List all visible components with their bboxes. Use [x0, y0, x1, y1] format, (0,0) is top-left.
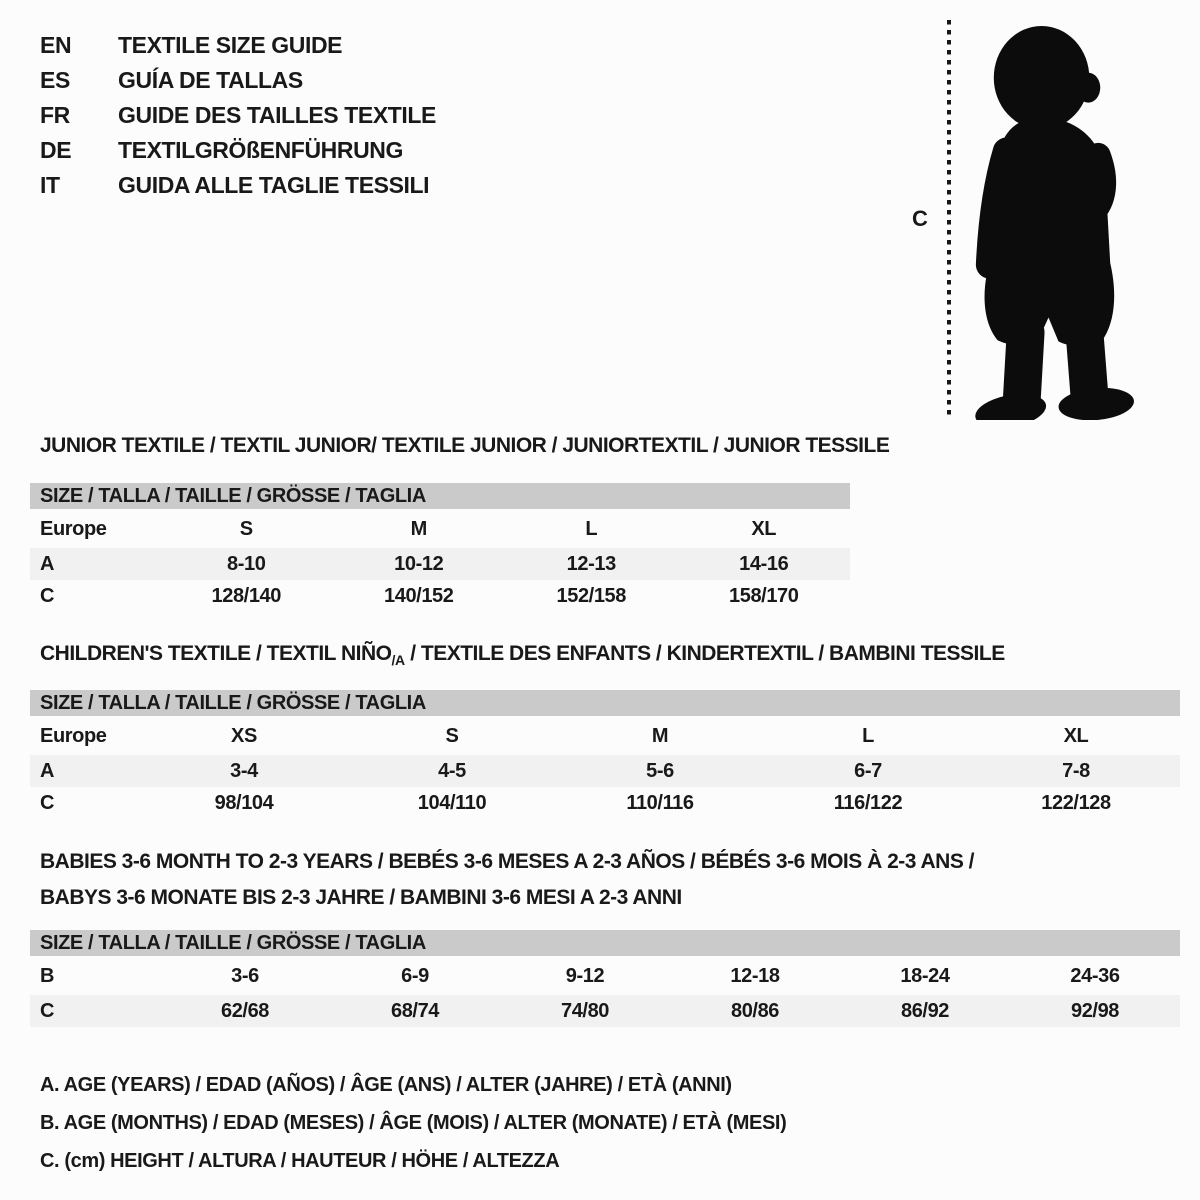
junior-size-table: [30, 483, 850, 612]
size-cell: M: [651, 725, 669, 747]
value-cell: 10-12: [394, 552, 444, 575]
row-label: Europe: [40, 725, 107, 747]
size-header-bar: SIZE / TALLA / TAILLE / GRÖSSE / TAGLIA: [30, 930, 1180, 956]
size-cell: L: [585, 518, 598, 540]
guide-title: TEXTILE SIZE GUIDE: [118, 32, 343, 58]
height-measure-dashed-line: [946, 20, 952, 418]
language-row-es: [40, 63, 436, 98]
size-cell: XL: [751, 518, 777, 540]
value-cell: 68/74: [390, 999, 440, 1022]
value-cell: 7-8: [1062, 759, 1090, 782]
children-section-title: [40, 642, 1005, 668]
legend-line-c: C. (cm) HEIGHT / ALTURA / HAUTEUR / HÖHE / ALTEZZA: [40, 1149, 560, 1172]
size-cell: XS: [231, 725, 257, 747]
row-label: C: [40, 584, 55, 607]
value-cell: 18-24: [900, 965, 950, 987]
babies-section-title-line1: BABIES 3-6 MONTH TO 2-3 YEARS / BEBÉS 3-6 MESES A 2-3 AÑOS / BÉBÉS 3-6 MOIS À 2-3 ANS /: [40, 850, 975, 873]
height-measure-label: C: [912, 206, 928, 231]
language-code: ES: [40, 67, 70, 93]
table-row-age: [30, 755, 1180, 787]
language-code: EN: [40, 32, 72, 58]
value-cell: 8-10: [227, 552, 266, 575]
value-cell: 6-9: [401, 965, 429, 987]
value-cell: 3-6: [231, 965, 259, 987]
value-cell: 74/80: [560, 999, 610, 1022]
guide-title: TEXTILGRÖßENFÜHRUNG: [118, 137, 403, 163]
value-cell: 86/92: [900, 999, 950, 1022]
junior-section-title: JUNIOR TEXTILE / TEXTIL JUNIOR/ TEXTILE JUNIOR / JUNIORTEXTIL / JUNIOR TESSILE: [40, 434, 890, 457]
table-row-europe: [30, 718, 1180, 755]
value-cell: 9-12: [565, 965, 605, 987]
value-cell: 116/122: [833, 791, 903, 814]
language-row-en: [40, 28, 436, 63]
language-code: IT: [40, 172, 60, 198]
value-cell: 152/158: [556, 584, 626, 607]
language-row-it: [40, 168, 436, 203]
value-cell: 92/98: [1070, 999, 1120, 1022]
language-code: DE: [40, 137, 72, 163]
guide-title: GUÍA DE TALLAS: [118, 67, 303, 93]
value-cell: 6-7: [854, 759, 882, 782]
value-cell: 14-16: [739, 552, 789, 575]
value-cell: 122/128: [1041, 791, 1111, 814]
children-size-table: [30, 690, 1180, 819]
table-row-europe: [30, 511, 850, 548]
value-cell: 110/116: [626, 791, 694, 814]
value-cell: 12-18: [730, 965, 780, 987]
size-cell: M: [410, 518, 427, 540]
size-cell: S: [239, 518, 253, 540]
legend-line-a: A. AGE (YEARS) / EDAD (AÑOS) / ÂGE (ANS) / ALTER (JAHRE) / ETÀ (ANNI): [40, 1073, 732, 1096]
guide-title: GUIDE DES TAILLES TEXTILE: [118, 102, 436, 128]
title-text: CHILDREN'S TEXTILE / TEXTIL NIÑO: [40, 642, 392, 665]
language-code: FR: [40, 102, 70, 128]
language-row-de: [40, 133, 436, 168]
guide-title: GUIDA ALLE TAGLIE TESSILI: [118, 172, 430, 198]
language-title-block: [40, 28, 436, 203]
title-text: / TEXTILE DES ENFANTS / KINDERTEXTIL / BAMBINI TESSILE: [404, 642, 1005, 665]
size-cell: XL: [1063, 725, 1089, 747]
table-row-age: [30, 548, 850, 580]
size-cell: S: [445, 725, 459, 747]
row-label: Europe: [40, 518, 107, 540]
language-row-fr: [40, 98, 436, 133]
table-row-height: [30, 787, 1180, 819]
table-row-height: [30, 995, 1180, 1027]
value-cell: 3-4: [230, 759, 258, 782]
row-label: A: [40, 759, 55, 782]
row-label: C: [40, 791, 55, 814]
toddler-silhouette-icon: [963, 22, 1138, 420]
value-cell: 80/86: [730, 999, 780, 1022]
value-cell: 12-13: [566, 552, 616, 575]
size-cell: L: [862, 725, 874, 747]
row-label: A: [40, 552, 55, 575]
value-cell: 4-5: [438, 759, 466, 782]
babies-section-title-line2: BABYS 3-6 MONATE BIS 2-3 JAHRE / BAMBINI 3-6 MESI A 2-3 ANNI: [40, 886, 682, 909]
size-header-bar: SIZE / TALLA / TAILLE / GRÖSSE / TAGLIA: [30, 483, 850, 509]
value-cell: 140/152: [384, 584, 454, 607]
table-row-months: [30, 958, 1180, 995]
table-row-height: [30, 580, 850, 612]
row-label: B: [40, 965, 55, 987]
size-header-bar: SIZE / TALLA / TAILLE / GRÖSSE / TAGLIA: [30, 690, 1180, 716]
row-label: C: [40, 999, 55, 1022]
value-cell: 24-36: [1070, 965, 1120, 987]
value-cell: 98/104: [214, 791, 274, 814]
value-cell: 104/110: [417, 791, 487, 814]
legend-block: [40, 1066, 786, 1180]
legend-line-b: B. AGE (MONTHS) / EDAD (MESES) / ÂGE (MOIS) / ALTER (MONATE) / ETÀ (MESI): [40, 1111, 787, 1134]
babies-size-table: [30, 930, 1180, 1027]
value-cell: 62/68: [220, 999, 270, 1022]
title-subscript: /A: [391, 652, 405, 668]
value-cell: 128/140: [211, 584, 281, 607]
value-cell: 5-6: [646, 759, 674, 782]
value-cell: 158/170: [729, 584, 799, 607]
